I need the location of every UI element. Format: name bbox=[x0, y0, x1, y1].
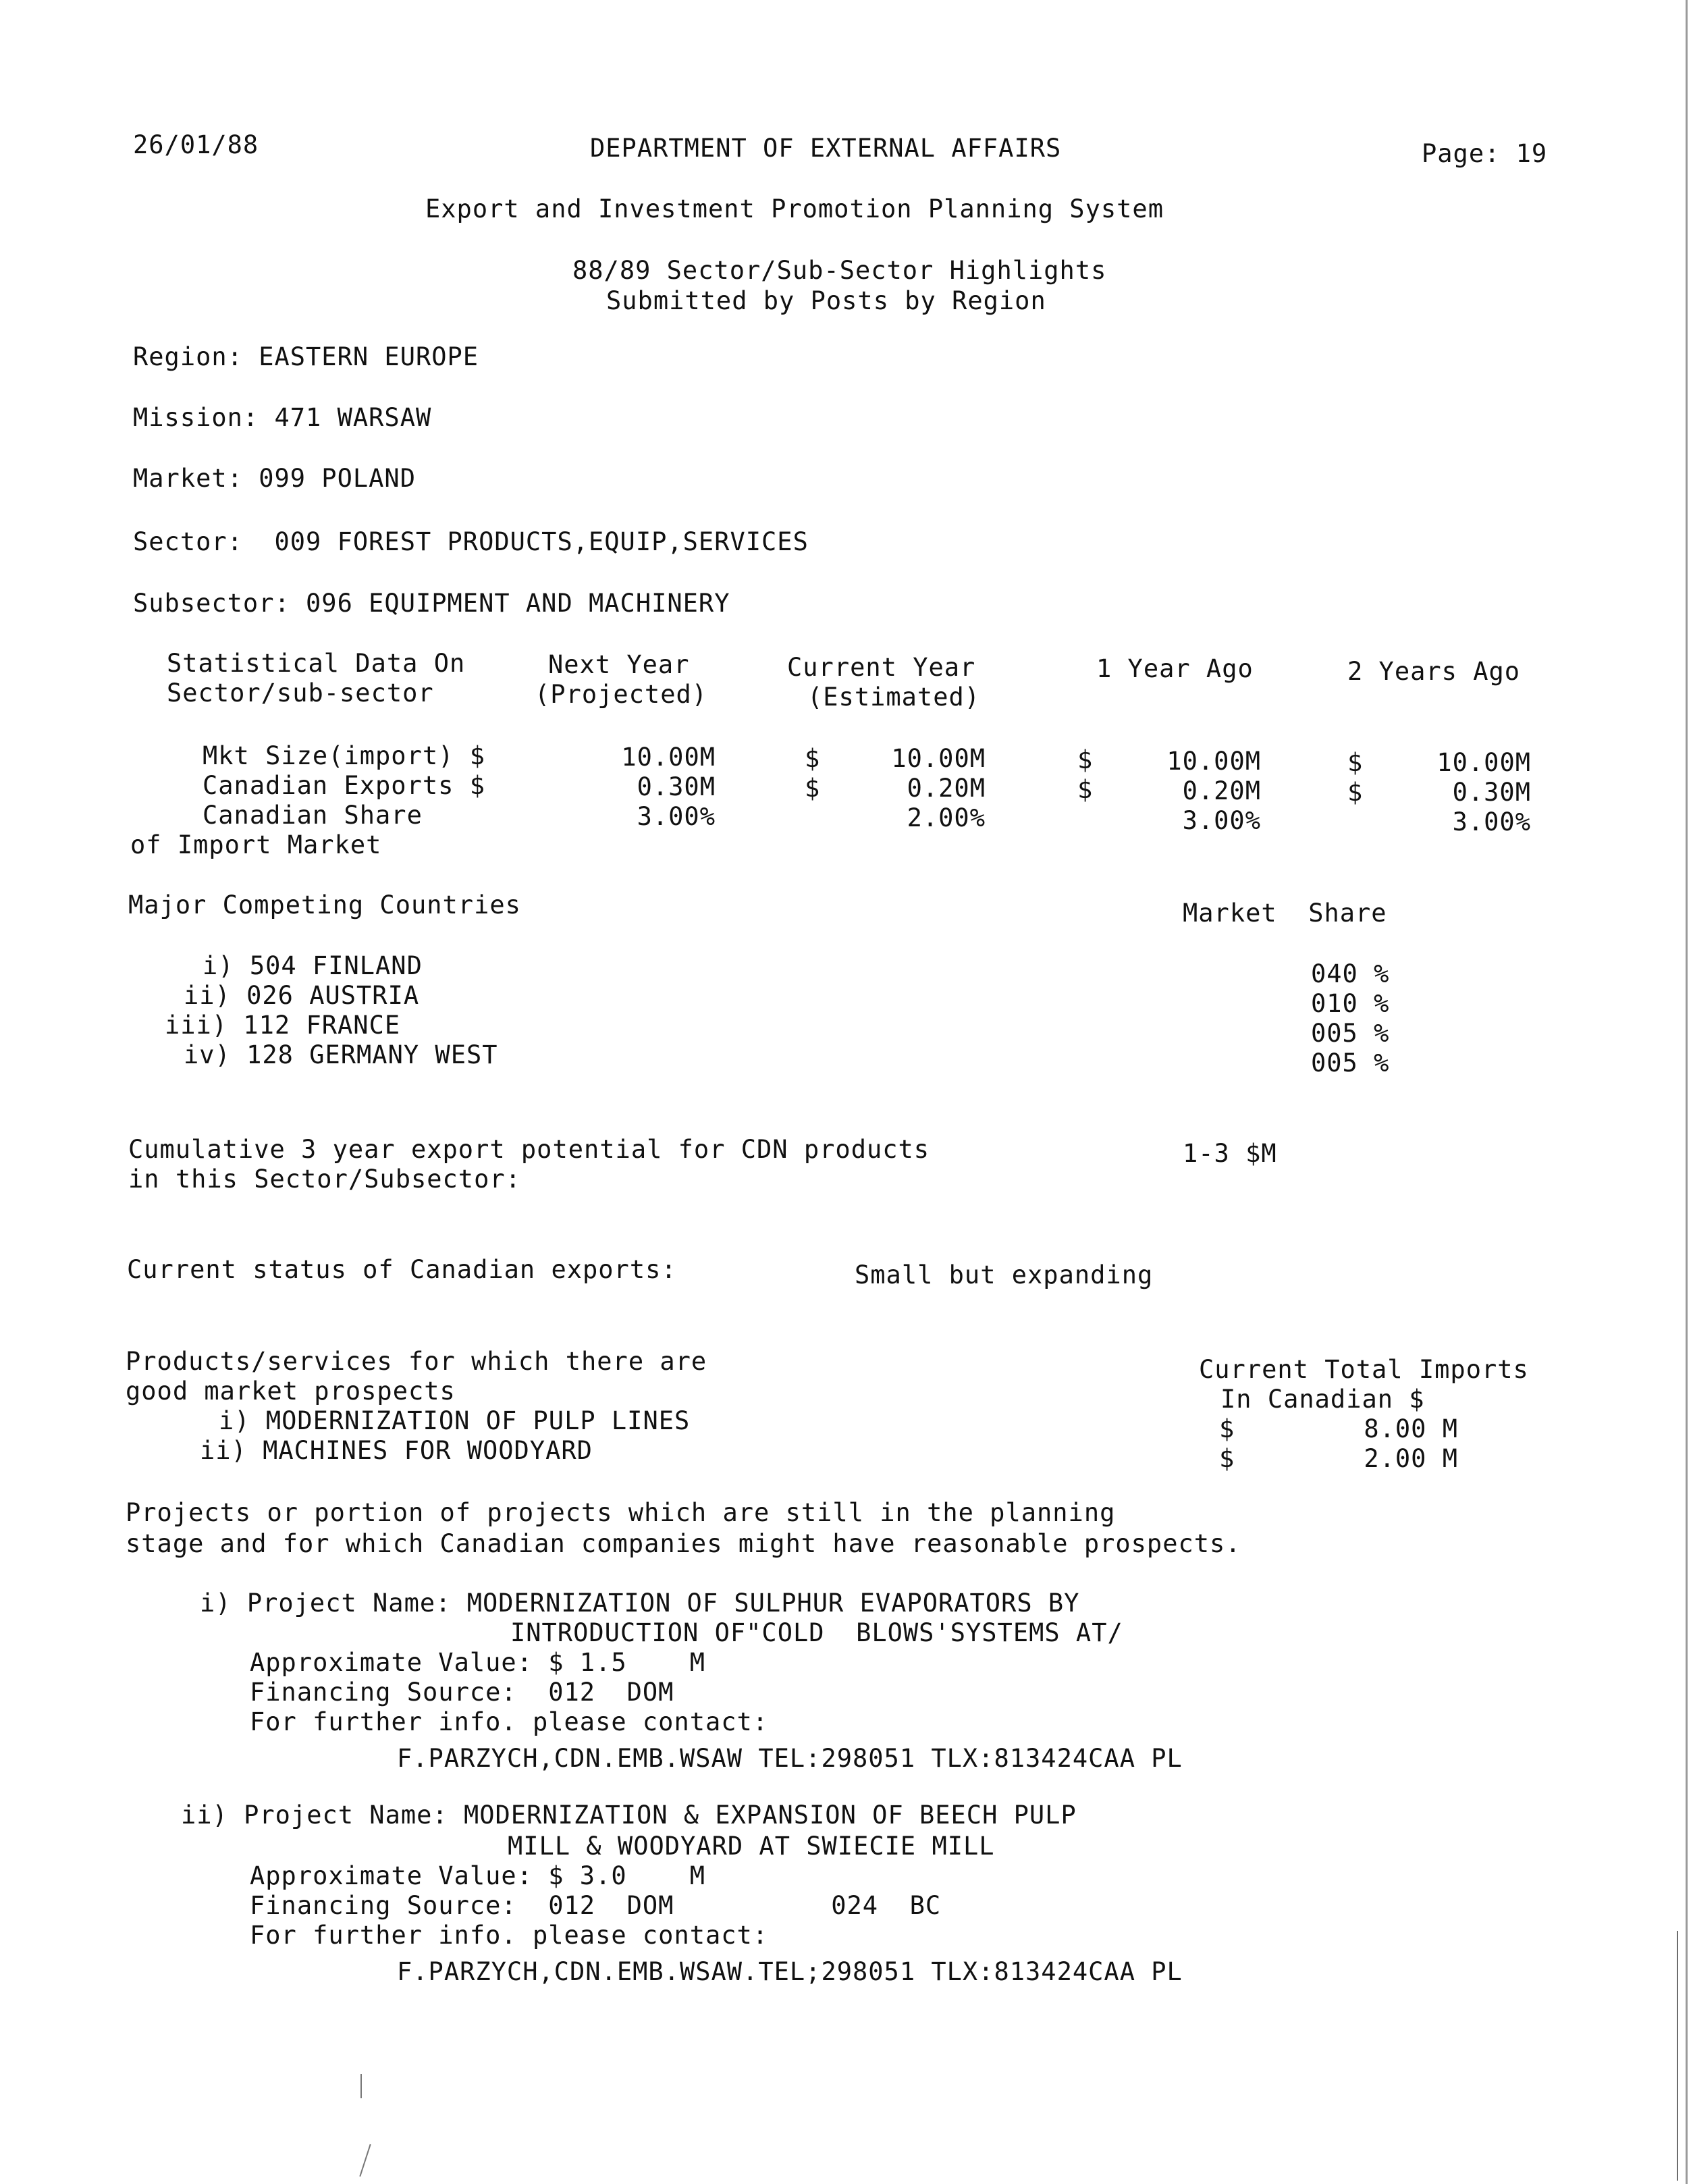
table-cell: 0.20M bbox=[1182, 776, 1261, 805]
status-value: Small but expanding bbox=[855, 1260, 1154, 1289]
imports-heading: In Canadian $ bbox=[1220, 1385, 1425, 1414]
scan-edge bbox=[1686, 0, 1688, 2184]
table-cell: 2.00% bbox=[907, 803, 986, 832]
projects-intro: Projects or portion of projects which are still in the planning bbox=[126, 1498, 1116, 1527]
table-cell: 10.00M bbox=[1166, 747, 1261, 776]
table-cell: 10.00M bbox=[891, 744, 986, 773]
competitor-share: 010 % bbox=[1311, 989, 1390, 1018]
table-cell: 10.00M bbox=[621, 743, 716, 772]
table-cell: $ bbox=[1347, 778, 1364, 807]
table-cell: $ bbox=[1077, 775, 1094, 804]
table-cell: 3.00% bbox=[1452, 807, 1531, 836]
project-name: i) Project Name: MODERNIZATION OF SULPHUR EVAPORATORS BY bbox=[200, 1589, 1080, 1618]
table-row-label-continued: of Import Market bbox=[130, 830, 382, 859]
competitor-share: 005 % bbox=[1311, 1048, 1390, 1077]
product-item: ii) MACHINES FOR WOODYARD bbox=[200, 1436, 593, 1465]
system-title: Export and Investment Promotion Planning System bbox=[425, 194, 1164, 223]
page-number: Page: 19 bbox=[1422, 139, 1548, 168]
products-label: Products/services for which there are bbox=[126, 1347, 707, 1376]
market-share-heading: Market Share bbox=[1183, 899, 1387, 928]
mission-field: Mission: 471 WARSAW bbox=[133, 403, 432, 432]
table-cell: 0.30M bbox=[637, 772, 716, 801]
status-label: Current status of Canadian exports: bbox=[127, 1255, 677, 1284]
table-cell: 10.00M bbox=[1436, 748, 1531, 777]
sector-field: Sector: 009 FOREST PRODUCTS,EQUIP,SERVICES bbox=[133, 527, 809, 556]
product-import-symbol: $ bbox=[1219, 1444, 1235, 1473]
scan-edge-lower bbox=[1677, 1931, 1678, 2181]
table-row-label: Mkt Size(import) $ bbox=[203, 741, 485, 770]
table-cell: 3.00% bbox=[1182, 806, 1261, 835]
project-name: MILL & WOODYARD AT SWIECIE MILL bbox=[508, 1832, 995, 1861]
project-financing: Financing Source: 012 DOM 024 BC bbox=[250, 1891, 942, 1920]
table-cell: $ bbox=[1077, 745, 1094, 774]
project-financing: Financing Source: 012 DOM bbox=[250, 1678, 674, 1707]
competitor-share: 005 % bbox=[1311, 1019, 1390, 1048]
product-item: i) MODERNIZATION OF PULP LINES bbox=[219, 1406, 691, 1435]
project-contact: F.PARZYCH,CDN.EMB.WSAW TEL:298051 TLX:813424CAA PL bbox=[397, 1744, 1183, 1773]
subsector-field: Subsector: 096 EQUIPMENT AND MACHINERY bbox=[133, 589, 730, 618]
stats-col-header: 1 Year Ago bbox=[1096, 654, 1254, 683]
table-cell: 0.20M bbox=[907, 774, 986, 803]
table-cell: 3.00% bbox=[637, 802, 716, 831]
potential-value: 1-3 $M bbox=[1183, 1139, 1277, 1168]
table-row-label: Canadian Exports $ bbox=[203, 771, 485, 800]
project-value: Approximate Value: $ 3.0 M bbox=[250, 1861, 706, 1890]
product-import-value: 8.00 M bbox=[1364, 1414, 1458, 1443]
table-cell: $ bbox=[805, 774, 821, 803]
project-contact: F.PARZYCH,CDN.EMB.WSAW.TEL;298051 TLX:813424CAA PL bbox=[397, 1957, 1183, 1986]
table-cell: $ bbox=[1347, 748, 1364, 777]
potential-label: in this Sector/Subsector: bbox=[128, 1165, 521, 1194]
competitor-name: iii) 112 FRANCE bbox=[165, 1011, 401, 1040]
project-name: INTRODUCTION OF"COLD BLOWS'SYSTEMS AT/ bbox=[510, 1618, 1123, 1647]
stats-col-header: Current Year bbox=[787, 653, 976, 682]
project-contact-label: For further info. please contact: bbox=[250, 1707, 769, 1736]
project-value: Approximate Value: $ 1.5 M bbox=[250, 1648, 706, 1677]
table-cell: 0.30M bbox=[1452, 778, 1531, 807]
region-field: Region: EASTERN EUROPE bbox=[133, 342, 479, 371]
table-row-label: Canadian Share bbox=[203, 801, 423, 830]
product-import-value: 2.00 M bbox=[1364, 1444, 1458, 1473]
competitors-heading: Major Competing Countries bbox=[128, 890, 521, 920]
table-cell: $ bbox=[805, 744, 821, 773]
products-label: good market prospects bbox=[126, 1377, 456, 1406]
competitor-name: iv) 128 GERMANY WEST bbox=[184, 1040, 498, 1069]
stats-col-header: 2 Years Ago bbox=[1347, 657, 1521, 686]
project-name: ii) Project Name: MODERNIZATION & EXPANSION OF BEECH PULP bbox=[181, 1801, 1077, 1830]
stats-col-header: Next Year bbox=[548, 650, 690, 679]
product-import-symbol: $ bbox=[1219, 1414, 1235, 1443]
stats-col-header: (Projected) bbox=[535, 680, 708, 709]
scan-mark bbox=[360, 2074, 362, 2098]
competitor-share: 040 % bbox=[1311, 959, 1390, 988]
market-field: Market: 099 POLAND bbox=[133, 464, 416, 493]
potential-label: Cumulative 3 year export potential for CDN products bbox=[128, 1135, 930, 1164]
project-contact-label: For further info. please contact: bbox=[250, 1921, 769, 1950]
projects-intro: stage and for which Canadian companies might have reasonable prospects. bbox=[126, 1529, 1241, 1558]
stats-col-header: Sector/sub-sector bbox=[167, 678, 434, 708]
competitor-name: i) 504 FINLAND bbox=[203, 951, 423, 980]
report-title: 88/89 Sector/Sub-Sector Highlights bbox=[572, 256, 1107, 285]
report-subtitle: Submitted by Posts by Region bbox=[606, 286, 1046, 315]
stats-col-header: Statistical Data On bbox=[167, 649, 466, 678]
stats-col-header: (Estimated) bbox=[807, 683, 981, 712]
department-title: DEPARTMENT OF EXTERNAL AFFAIRS bbox=[590, 134, 1062, 163]
scan-mark bbox=[359, 2144, 371, 2177]
competitor-name: ii) 026 AUSTRIA bbox=[184, 981, 420, 1010]
imports-heading: Current Total Imports bbox=[1199, 1355, 1529, 1384]
report-date: 26/01/88 bbox=[133, 130, 259, 159]
